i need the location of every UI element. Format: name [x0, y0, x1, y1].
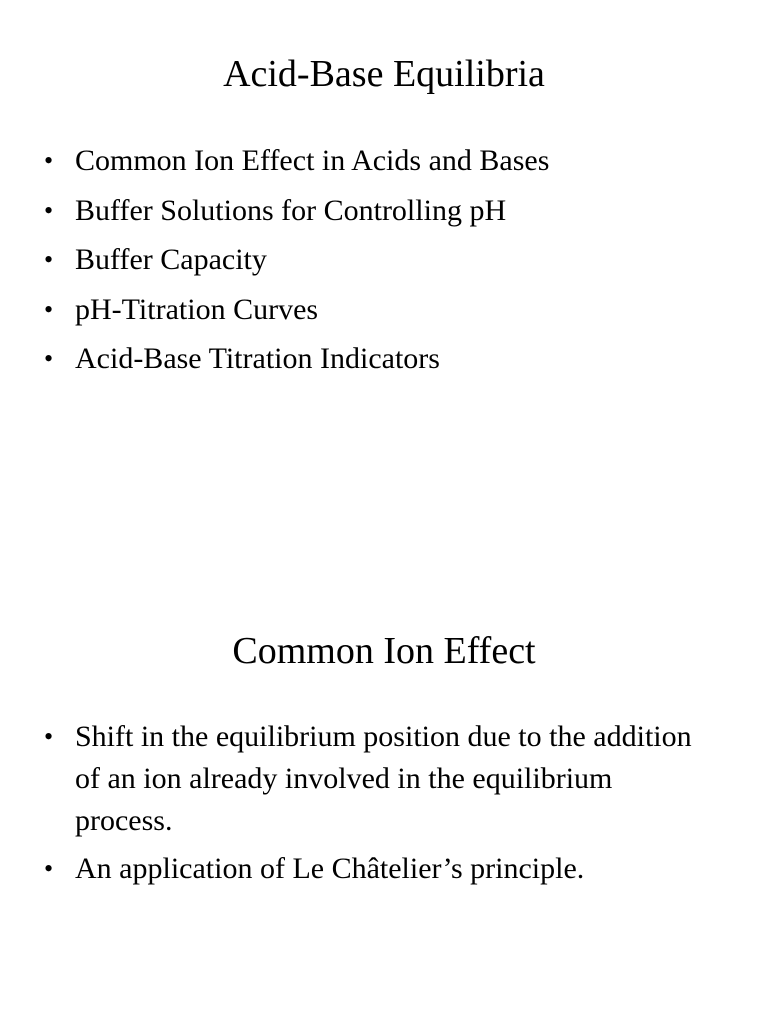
bullet-text: An application of Le Châtelier’s principle. [75, 852, 585, 885]
bullet-icon: • [44, 245, 54, 274]
list-item [0, 139, 695, 183]
slide-common-ion-effect [0, 512, 768, 1024]
bullet-icon: • [44, 294, 54, 324]
slide-title: Acid-Base Equilibria [223, 53, 545, 95]
bullet-text: pH-Titration Curves [75, 292, 319, 326]
bullet-list [0, 716, 695, 896]
list-item [0, 848, 695, 890]
list-item [0, 337, 695, 381]
list-item [0, 189, 695, 233]
slide-title: Common Ion Effect [232, 630, 536, 672]
list-item [0, 288, 695, 332]
bullet-text: Buffer Capacity [75, 243, 267, 276]
bullet-text: Acid-Base Titration Indicators [75, 342, 440, 375]
list-item [0, 238, 695, 282]
bullet-icon: • [44, 146, 54, 175]
bullet-icon: • [44, 854, 54, 883]
bullet-list [0, 139, 695, 387]
bullet-icon: • [44, 195, 54, 225]
list-item [0, 716, 695, 842]
bullet-icon: • [44, 344, 54, 373]
bullet-text: Shift in the equilibrium position due to the addition of an ion already involved in the equilibrium process. [75, 720, 692, 837]
bullet-icon: • [44, 722, 54, 751]
bullet-text: Common Ion Effect in Acids and Bases [75, 144, 550, 177]
bullet-text: Buffer Solutions for Controlling pH [75, 193, 507, 227]
